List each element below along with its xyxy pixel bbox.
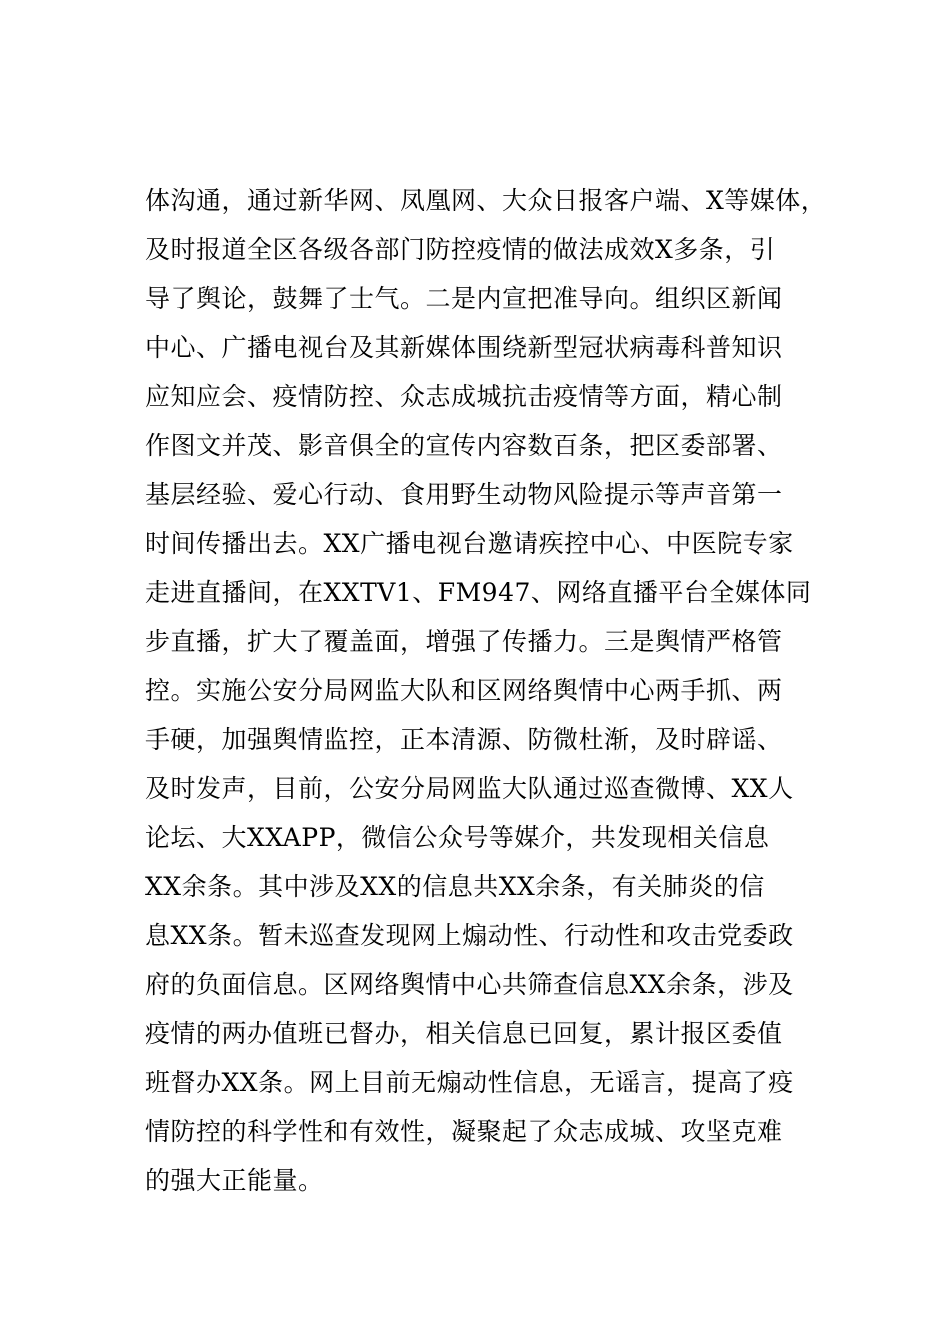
text-line-3: 导了舆论，鼓舞了士气。二是内宣把准导向。组织区新闻 [145, 284, 783, 313]
text-line-10: 步直播，扩大了覆盖面，增强了传播力。三是舆情严格管 [145, 627, 783, 656]
text-line-9: 走进直播间，在XXTV1、FM947、网络直播平台全媒体同 [145, 578, 812, 607]
text-line-16: 息XX条。暂未巡查发现网上煽动性、行动性和攻击党委政 [145, 921, 794, 950]
text-line-6: 作图文并茂、影音俱全的宣传内容数百条，把区委部署、 [145, 431, 783, 460]
text-line-5: 应知应会、疫情防控、众志成城抗击疫情等方面，精心制 [145, 382, 783, 411]
text-line-18: 疫情的两办值班已督办，相关信息已回复，累计报区委值 [145, 1019, 783, 1048]
text-line-4: 中心、广播电视台及其新媒体围绕新型冠状病毒科普知识 [145, 333, 783, 362]
text-line-12: 手硬，加强舆情监控，正本清源、防微杜渐，及时辟谣、 [145, 725, 783, 754]
document-body [145, 176, 835, 1205]
text-line-8: 时间传播出去。XX广播电视台邀请疾控中心、中医院专家 [145, 529, 794, 558]
text-line-13: 及时发声，目前，公安分局网监大队通过巡查微博、XX人 [145, 774, 794, 803]
text-line-11: 控。实施公安分局网监大队和区网络舆情中心两手抓、两 [145, 676, 783, 705]
text-line-19: 班督办XX条。网上目前无煽动性信息，无谣言，提高了疫 [145, 1068, 794, 1097]
text-line-2: 及时报道全区各级各部门防控疫情的做法成效X多条，引 [145, 235, 776, 264]
text-line-15: XX余条。其中涉及XX的信息共XX余条，有关肺炎的信 [145, 872, 765, 901]
text-line-17: 府的负面信息。区网络舆情中心共筛查信息XX余条，涉及 [145, 970, 794, 999]
text-line-20: 情防控的科学性和有效性，凝聚起了众志成城、攻坚克难 [145, 1117, 783, 1146]
text-line-7: 基层经验、爱心行动、食用野生动物风险提示等声音第一 [145, 480, 783, 509]
text-line-14: 论坛、大XXAPP，微信公众号等媒介，共发现相关信息 [145, 823, 770, 852]
text-line-1: 体沟通，通过新华网、凤凰网、大众日报客户端、X等媒体， [145, 186, 827, 215]
text-line-21: 的强大正能量。 [145, 1166, 324, 1195]
